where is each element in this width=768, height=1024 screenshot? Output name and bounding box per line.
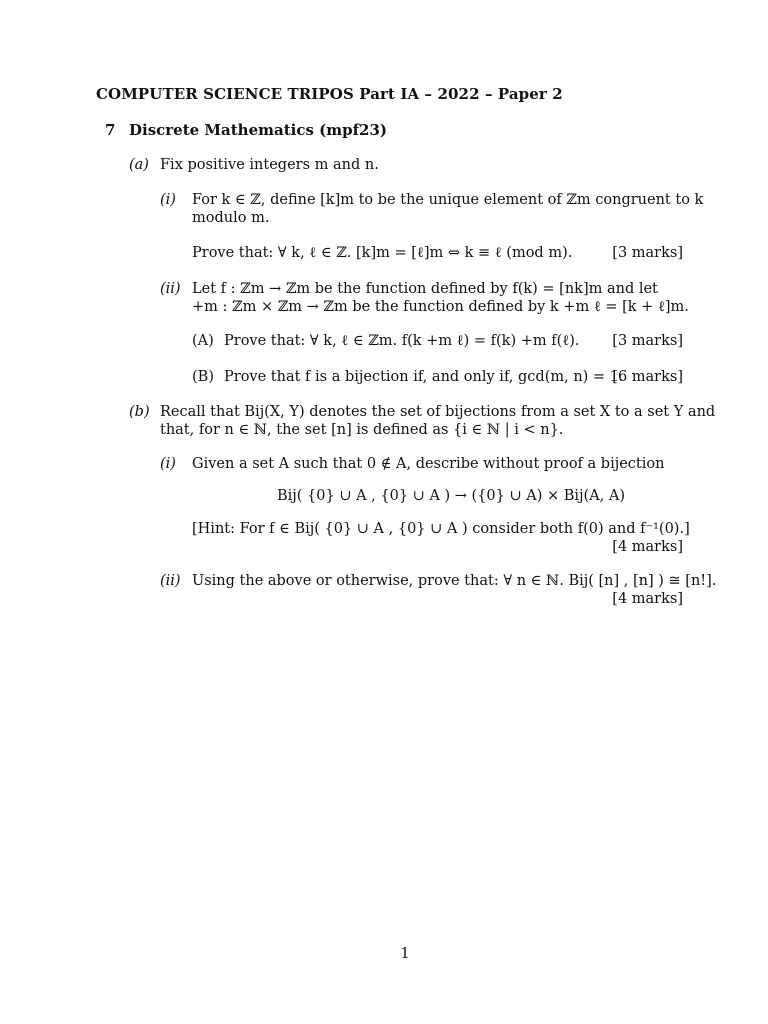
part-a-i-label: (i) — [160, 192, 176, 208]
part-b-label: (b) — [129, 404, 150, 420]
question-title: Discrete Mathematics (mpf23) — [129, 121, 388, 139]
part-b-i-display-formula: Bij( {0} ∪ A , {0} ∪ A ) → ({0} ∪ A) × Bij(A, A) — [277, 488, 626, 504]
part-a-label: (a) — [129, 157, 149, 173]
part-b-ii-marks: [4 marks] — [612, 591, 683, 607]
paper-header: COMPUTER SCIENCE TRIPOS Part IA – 2022 – Paper 2 — [96, 85, 563, 103]
part-a-ii-A-label: (A) — [192, 333, 214, 349]
part-a-i-line2: modulo m. — [192, 210, 270, 226]
part-b-line1: Recall that Bij(X, Y) denotes the set of bijections from a set X to a set Y and — [160, 404, 716, 420]
part-b-i-hint: [Hint: For f ∈ Bij( {0} ∪ A , {0} ∪ A ) consider both f(0) and f⁻¹(0).] — [192, 521, 690, 537]
part-b-i-marks: [4 marks] — [612, 539, 683, 555]
part-a-ii-B-text: Prove that f is a bijection if, and only if, gcd(m, n) = 1. — [224, 369, 624, 385]
part-b-i-text: Given a set A such that 0 ∉ A, describe without proof a bijection — [192, 456, 665, 472]
part-a-i-marks: [3 marks] — [612, 245, 683, 261]
part-b-ii-label: (ii) — [160, 573, 181, 589]
part-b-i-label: (i) — [160, 456, 176, 472]
part-a-ii-label: (ii) — [160, 281, 181, 297]
part-a-ii-B-label: (B) — [192, 369, 214, 385]
part-a-ii-A-marks: [3 marks] — [612, 333, 683, 349]
part-b-ii-text: Using the above or otherwise, prove that: ∀ n ∈ ℕ. Bij( [n] , [n] ) ≅ [n!]. — [192, 573, 717, 589]
part-a-i-prove: Prove that: ∀ k, ℓ ∈ ℤ. [k]m = [ℓ]m ⇔ k ≡ ℓ (mod m). — [192, 245, 573, 261]
part-a-ii-line2: +m : ℤm × ℤm → ℤm be the function defined by k +m ℓ = [k + ℓ]m. — [192, 299, 689, 315]
page-number: 1 — [400, 946, 410, 962]
part-a-ii-B-marks: [6 marks] — [612, 369, 683, 385]
part-a-intro: Fix positive integers m and n. — [160, 157, 379, 173]
part-b-line2: that, for n ∈ ℕ, the set [n] is defined as {i ∈ ℕ | i < n}. — [160, 422, 564, 438]
part-a-ii-A-text: Prove that: ∀ k, ℓ ∈ ℤm. f(k +m ℓ) = f(k) +m f(ℓ). — [224, 333, 580, 349]
part-a-i-line1: For k ∈ ℤ, define [k]m to be the unique element of ℤm congruent to k — [192, 192, 704, 208]
part-a-ii-line1: Let f : ℤm → ℤm be the function defined by f(k) = [nk]m and let — [192, 281, 658, 297]
question-number: 7 — [105, 121, 116, 139]
